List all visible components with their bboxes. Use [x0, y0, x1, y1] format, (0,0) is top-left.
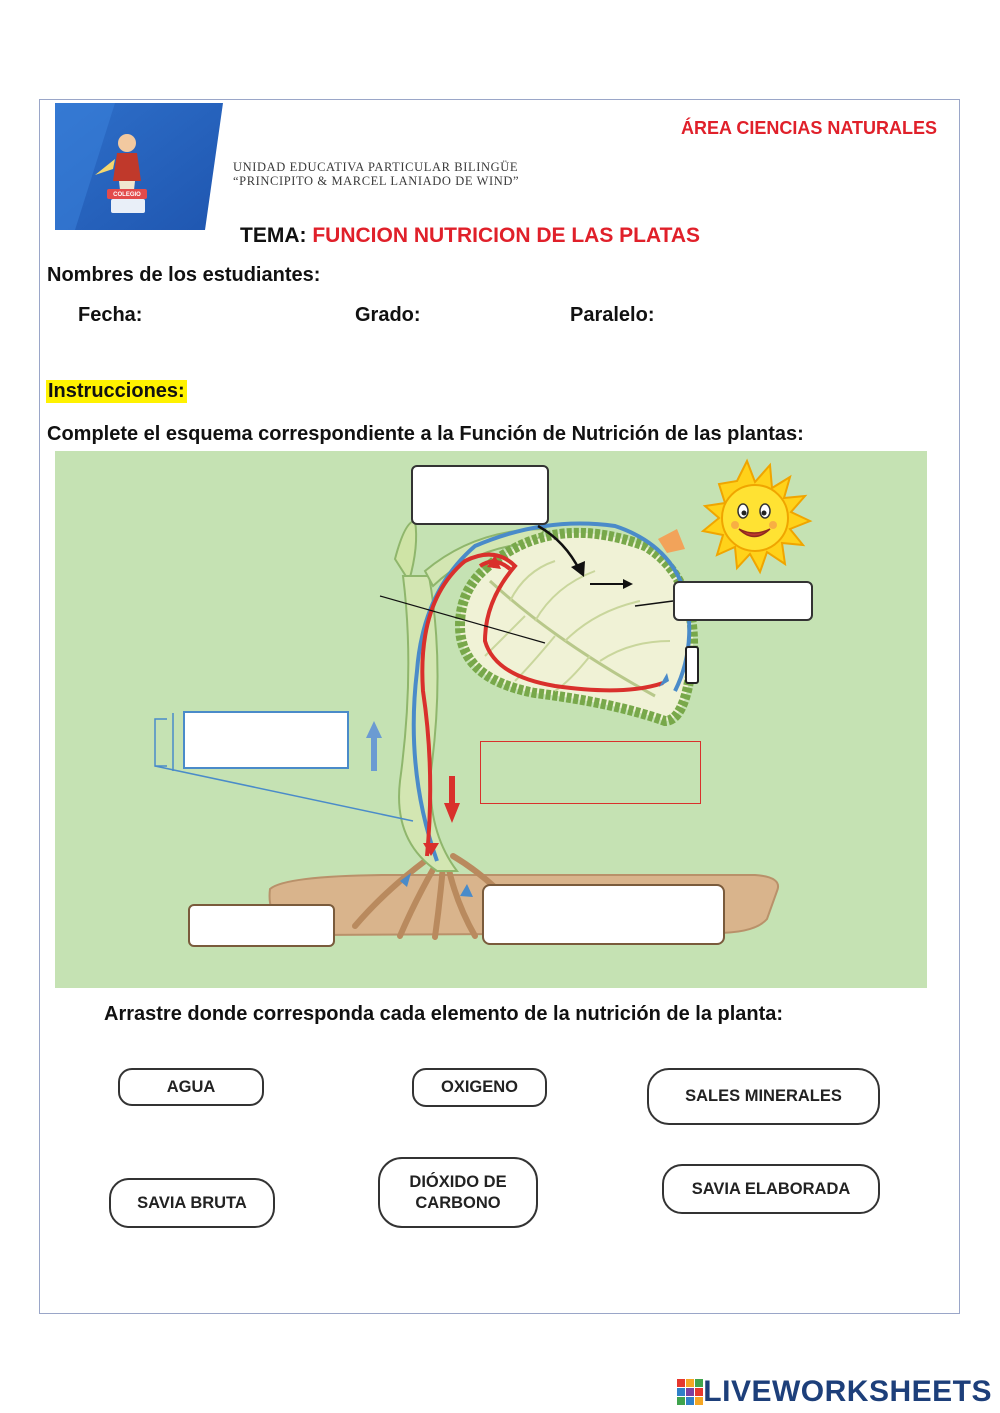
drag-instructions: Arrastre donde corresponda cada elemento de la nutrición de la planta:: [104, 1003, 784, 1025]
grade-label: Grado:: [355, 304, 421, 326]
chip-dioxido-carbono-line2: CARBONO: [415, 1193, 501, 1212]
instructions-text: Complete el esquema correspondiente a la Función de Nutrición de las plantas:: [47, 423, 804, 445]
chip-savia-elaborada-label: SAVIA ELABORADA: [691, 1179, 851, 1198]
chip-sales-minerales-label: SALES MINERALES: [685, 1087, 842, 1105]
drop-zone-oxygen[interactable]: [673, 581, 813, 621]
chip-agua[interactable]: [118, 1068, 264, 1106]
liveworksheets-brand: [677, 1374, 992, 1410]
drop-zone-savia-elaborada[interactable]: [480, 741, 701, 804]
school-logo: [55, 103, 223, 230]
chip-savia-bruta-label: SAVIA BRUTA: [137, 1193, 247, 1212]
date-label: Fecha:: [78, 304, 143, 326]
chip-savia-elaborada[interactable]: [662, 1164, 880, 1214]
drop-zone-co2[interactable]: [411, 465, 549, 525]
names-label: Nombres de los estudiantes:: [47, 264, 321, 286]
logo-badge-text: COLEGIO: [113, 192, 141, 198]
instructions-label: Instrucciones:: [48, 380, 185, 402]
school-name-line1: UNIDAD EDUCATIVA PARTICULAR BILINGÜE: [233, 160, 519, 174]
chip-dioxido-carbono-line1: DIÓXIDO DE: [409, 1172, 507, 1191]
drop-zone-agua[interactable]: [188, 904, 335, 947]
liveworksheets-text: LIVEWORKSHEETS: [703, 1375, 992, 1408]
school-name-line2: “PRINCIPITO & MARCEL LANIADO DE WIND”: [233, 174, 520, 188]
chip-oxigeno-label: OXIGENO: [440, 1078, 518, 1096]
chip-oxigeno[interactable]: [412, 1068, 547, 1107]
parallel-label: Paralelo:: [570, 304, 655, 326]
drop-zone-sales-minerales[interactable]: [482, 884, 725, 945]
chip-sales-minerales[interactable]: [647, 1068, 880, 1125]
subject-area: ÁREA CIENCIAS NATURALES: [680, 118, 937, 138]
chip-agua-label: AGUA: [166, 1077, 216, 1096]
school-name: [233, 160, 553, 188]
topic-title: [240, 224, 700, 248]
chip-savia-bruta[interactable]: [109, 1178, 275, 1228]
plant-nutrition-diagram: [55, 451, 927, 988]
topic-label: TEMA:: [240, 224, 307, 247]
drop-zone-savia-bruta[interactable]: [183, 711, 349, 769]
liveworksheets-logo-icon: [677, 1379, 703, 1405]
topic-value: FUNCION NUTRICION DE LAS PLATAS: [312, 224, 701, 247]
chip-dioxido-carbono[interactable]: [378, 1157, 538, 1228]
